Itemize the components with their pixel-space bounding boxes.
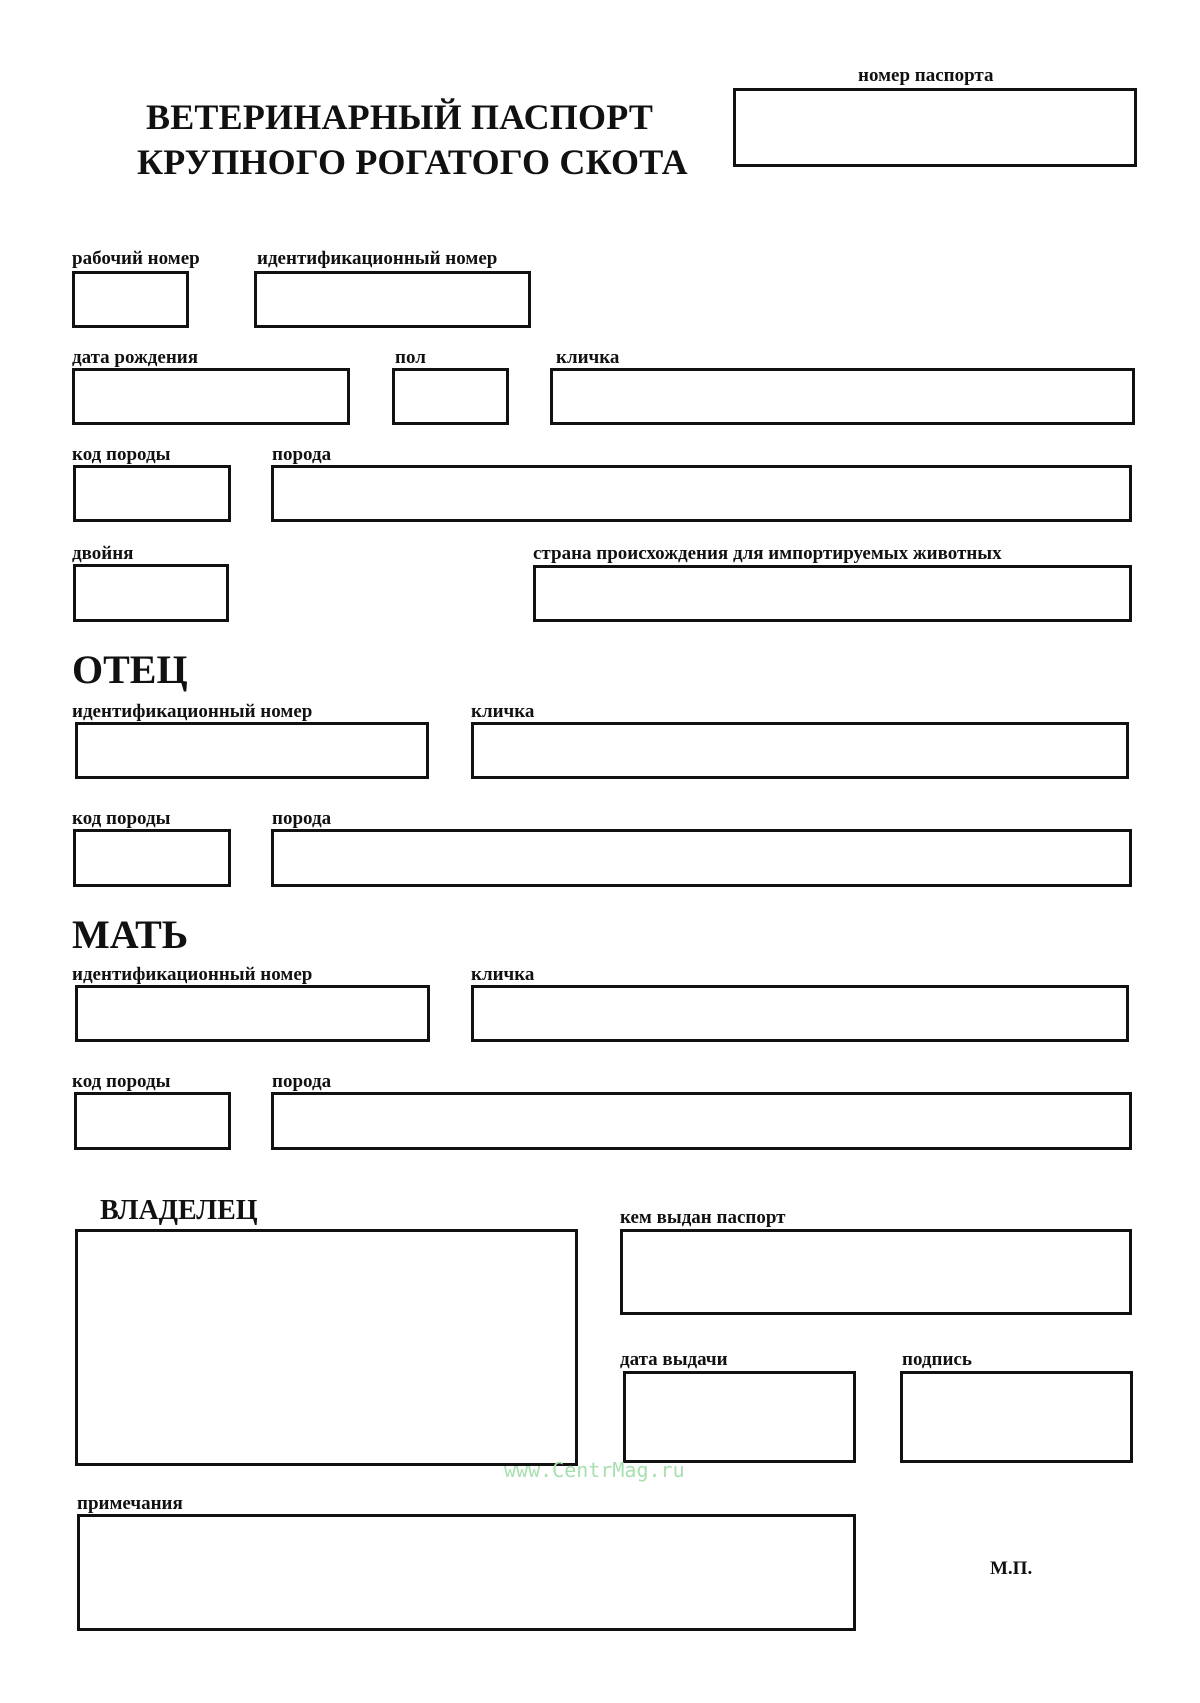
watermark: www.CentrMag.ru — [504, 1458, 685, 1482]
name-field[interactable] — [550, 368, 1135, 425]
breed-code-field[interactable] — [73, 465, 231, 522]
father-id-number-label: идентификационный номер — [72, 701, 313, 722]
id-number-label: идентификационный номер — [257, 248, 498, 269]
mother-name-label: кличка — [471, 964, 535, 985]
mother-id-number-field[interactable] — [75, 985, 430, 1042]
twin-field[interactable] — [73, 564, 229, 622]
breed-label: порода — [272, 444, 332, 465]
father-breed-code-field[interactable] — [73, 829, 231, 887]
id-number-field[interactable] — [254, 271, 531, 328]
father-id-number-field[interactable] — [75, 722, 429, 779]
document-title-line-2: КРУПНОГО РОГАТОГО СКОТА — [137, 142, 688, 182]
work-number-label: рабочий номер — [72, 248, 200, 269]
father-breed-label: порода — [272, 808, 332, 829]
work-number-field[interactable] — [72, 271, 189, 328]
mother-breed-label: порода — [272, 1071, 332, 1092]
mother-id-number-label: идентификационный номер — [72, 964, 313, 985]
document-title-line-1: ВЕТЕРИНАРНЫЙ ПАСПОРТ — [146, 97, 654, 137]
signature-label: подпись — [902, 1349, 972, 1370]
origin-country-label: страна происхождения для импортируемых животных — [533, 543, 1002, 564]
sex-field[interactable] — [392, 368, 509, 425]
owner-heading: ВЛАДЕЛЕЦ — [100, 1195, 258, 1226]
mother-heading: МАТЬ — [72, 912, 189, 957]
mother-breed-code-field[interactable] — [74, 1092, 231, 1150]
mother-breed-code-label: код породы — [72, 1071, 171, 1092]
name-label: кличка — [556, 347, 620, 368]
breed-code-label: код породы — [72, 444, 171, 465]
breed-field[interactable] — [271, 465, 1132, 522]
owner-field[interactable] — [75, 1229, 578, 1466]
notes-field[interactable] — [77, 1514, 856, 1631]
father-name-field[interactable] — [471, 722, 1129, 779]
mother-name-field[interactable] — [471, 985, 1129, 1042]
sex-label: пол — [395, 347, 426, 368]
signature-field[interactable] — [900, 1371, 1133, 1463]
birth-date-label: дата рождения — [72, 347, 199, 368]
father-name-label: кличка — [471, 701, 535, 722]
passport-number-field[interactable] — [733, 88, 1137, 167]
stamp-place-label: М.П. — [990, 1558, 1033, 1579]
birth-date-field[interactable] — [72, 368, 350, 425]
issue-date-field[interactable] — [623, 1371, 856, 1463]
issued-by-field[interactable] — [620, 1229, 1132, 1315]
notes-label: примечания — [77, 1493, 183, 1514]
mother-breed-field[interactable] — [271, 1092, 1132, 1150]
origin-country-field[interactable] — [533, 565, 1132, 622]
issue-date-label: дата выдачи — [620, 1349, 728, 1370]
father-heading: ОТЕЦ — [72, 647, 188, 692]
twin-label: двойня — [72, 543, 134, 564]
issued-by-label: кем выдан паспорт — [620, 1207, 786, 1228]
father-breed-code-label: код породы — [72, 808, 171, 829]
father-breed-field[interactable] — [271, 829, 1132, 887]
passport-number-label: номер паспорта — [858, 65, 994, 86]
